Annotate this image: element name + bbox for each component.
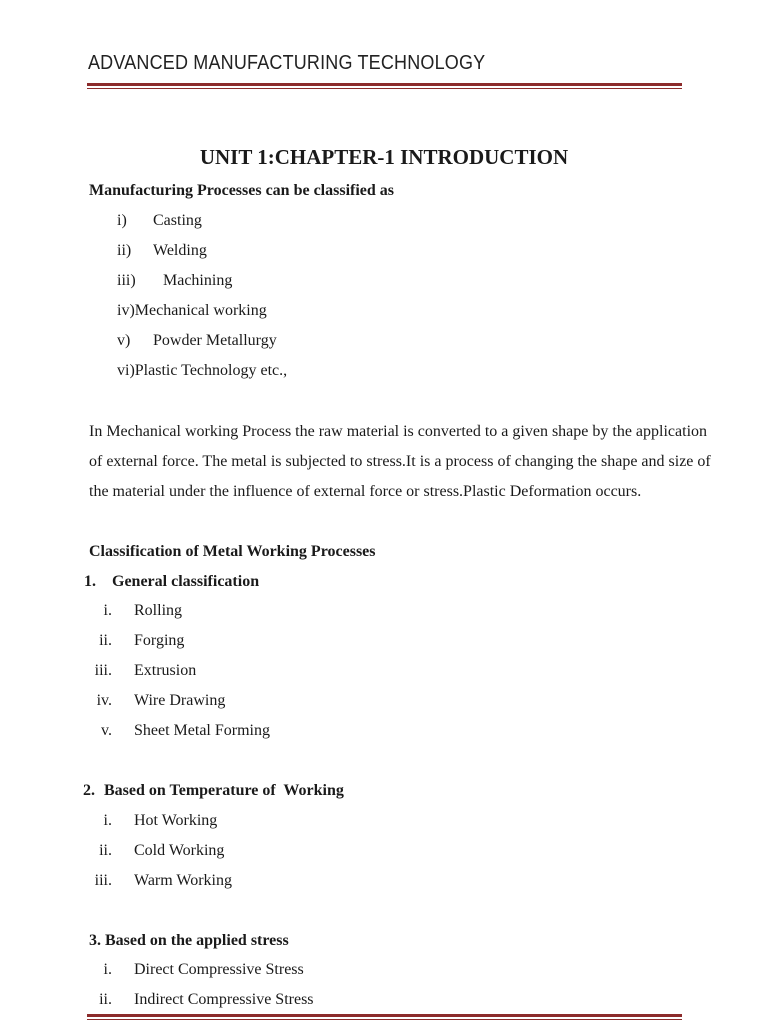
section-title: Based on Temperature of Working — [104, 782, 344, 799]
intro-item-text: Welding — [153, 242, 207, 259]
list-item-num: ii. — [99, 632, 112, 649]
classification-heading: Classification of Metal Working Processes — [89, 543, 376, 560]
intro-item — [117, 302, 267, 320]
section-number: 2. — [83, 782, 95, 799]
list-item-text: Forging — [134, 632, 185, 649]
intro-item-text: Plastic Technology etc., — [134, 362, 288, 379]
list-item-num: ii. — [99, 842, 112, 859]
intro-item-num: iii) — [117, 272, 136, 289]
header-rule — [87, 83, 682, 89]
intro-item-num: ii) — [117, 242, 132, 259]
intro-item-text: Powder Metallurgy — [153, 332, 277, 349]
list-item-num: iii. — [94, 662, 112, 679]
intro-item-num: iv) — [117, 302, 135, 319]
paragraph-line: of external force. The metal is subjected to stress.It is a process of changing the shape and size of — [89, 453, 711, 470]
intro-item-text: Machining — [163, 272, 233, 289]
intro-item — [117, 362, 287, 380]
list-item-text: Warm Working — [134, 872, 232, 889]
list-item-text: Direct Compressive Stress — [134, 961, 304, 978]
list-item-num: iii. — [94, 872, 112, 889]
list-item-num: v. — [101, 722, 112, 739]
list-item-text: Hot Working — [134, 812, 218, 829]
section-title: Based on the applied stress — [105, 932, 289, 949]
list-item-num: iv. — [96, 692, 112, 709]
section-heading — [89, 932, 289, 950]
list-item-num: i. — [103, 961, 112, 978]
paragraph-line: In Mechanical working Process the raw material is converted to a given shape by the application — [89, 423, 708, 440]
list-item-text: Wire Drawing — [134, 692, 226, 709]
chapter-title: UNIT 1:CHAPTER-1 INTRODUCTION — [199, 145, 569, 169]
list-item-text: Indirect Compressive Stress — [134, 991, 314, 1008]
intro-item-num: v) — [117, 332, 131, 349]
list-item-text: Cold Working — [134, 842, 225, 859]
list-item-num: i. — [103, 602, 112, 619]
intro-item-num: vi) — [117, 362, 135, 379]
list-item-num: ii. — [99, 991, 112, 1008]
intro-heading: Manufacturing Processes can be classified as — [89, 182, 395, 199]
section-number: 3. — [89, 932, 101, 949]
list-item-text: Sheet Metal Forming — [134, 722, 270, 739]
intro-item-num: i) — [117, 212, 127, 229]
intro-item-text: Casting — [153, 212, 202, 229]
paragraph-line: the material under the influence of external force or stress.Plastic Deformation occurs. — [89, 483, 642, 500]
list-item-num: i. — [103, 812, 112, 829]
section-title: General classification — [112, 573, 260, 590]
intro-item-text: Mechanical working — [134, 302, 267, 319]
footer-rule — [87, 1014, 682, 1020]
section-number: 1. — [84, 573, 96, 590]
list-item-text: Rolling — [134, 602, 183, 619]
list-item-text: Extrusion — [134, 662, 197, 679]
document-header-title: ADVANCED MANUFACTURING TECHNOLOGY — [88, 52, 486, 74]
